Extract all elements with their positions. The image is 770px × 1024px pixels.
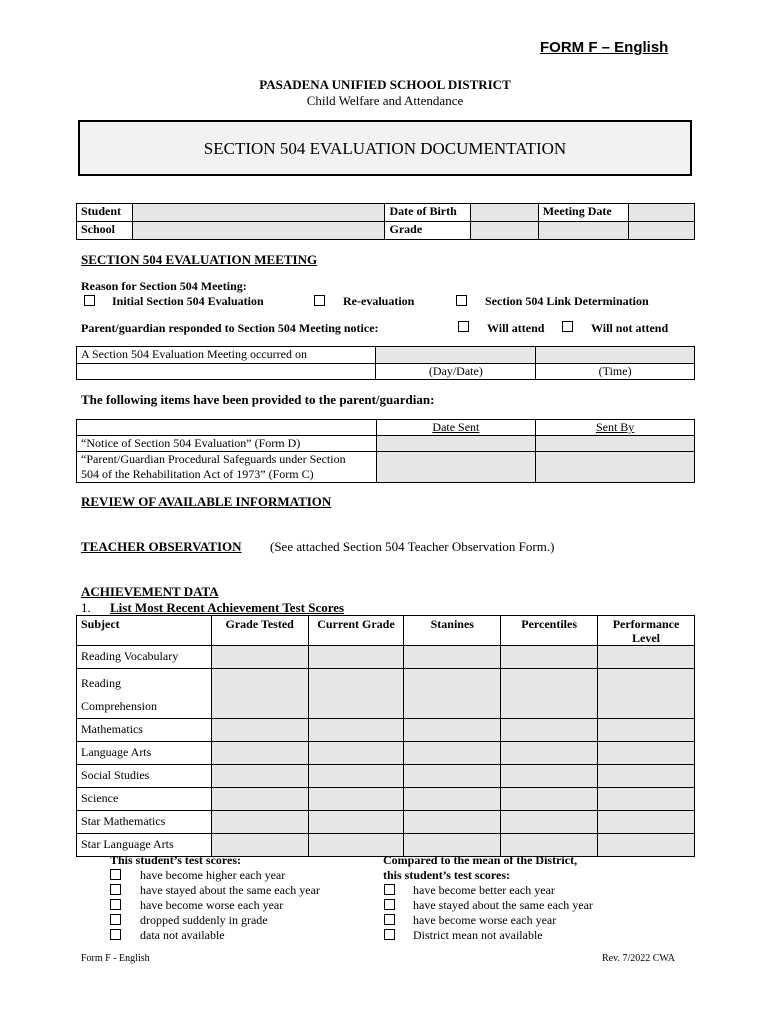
- score-cell[interactable]: [404, 811, 501, 834]
- will-attend-checkbox[interactable]: [458, 321, 469, 332]
- teacher-observation-label: TEACHER OBSERVATION: [81, 539, 242, 554]
- achievement-num: 1.: [81, 600, 91, 615]
- will-attend-label: Will attend: [487, 321, 545, 335]
- not-available-checkbox[interactable]: [110, 929, 121, 940]
- scores-right-heading-1: Compared to the mean of the District,: [383, 853, 578, 867]
- link-determination-label: Section 504 Link Determination: [485, 294, 649, 308]
- better-district-label: have become better each year: [413, 883, 555, 897]
- form-label: FORM F – English: [540, 39, 669, 56]
- score-cell[interactable]: [308, 669, 404, 719]
- district-name: PASADENA UNIFIED SCHOOL DISTRICT: [259, 77, 511, 92]
- col-performance-line2: Level: [632, 631, 661, 645]
- score-cell[interactable]: [211, 788, 308, 811]
- col-performance-level: [598, 616, 695, 646]
- score-cell[interactable]: [404, 742, 501, 765]
- reeval-label: Re-evaluation: [343, 294, 415, 308]
- provided-item-1: “Notice of Section 504 Evaluation” (Form D): [77, 436, 377, 452]
- better-district-checkbox[interactable]: [384, 884, 395, 895]
- col-current-grade: Current Grade: [308, 616, 404, 646]
- score-cell[interactable]: [308, 646, 404, 669]
- score-cell[interactable]: [404, 646, 501, 669]
- table-row: [77, 646, 695, 669]
- subject-reading-comprehension: [77, 669, 212, 719]
- item2-line2: 504 of the Rehabilitation Act of 1973” (Form C): [81, 467, 314, 481]
- meeting-heading: SECTION 504 EVALUATION MEETING: [81, 252, 318, 267]
- table-row: [77, 788, 695, 811]
- title-box: [78, 120, 692, 176]
- item1-sentby-field[interactable]: [536, 436, 695, 452]
- achievement-subheading: List Most Recent Achievement Test Scores: [110, 600, 345, 615]
- higher-checkbox[interactable]: [110, 869, 121, 880]
- subject-reading: Reading: [81, 676, 121, 690]
- not-available-label: data not available: [140, 928, 225, 942]
- department-name: Child Welfare and Attendance: [306, 93, 464, 108]
- provided-item-2: [77, 452, 377, 483]
- score-cell[interactable]: [308, 719, 404, 742]
- dob-field[interactable]: [470, 204, 538, 222]
- school-field[interactable]: [133, 222, 385, 240]
- score-cell[interactable]: [404, 719, 501, 742]
- achievement-table: [76, 615, 695, 857]
- item2-sentby-field[interactable]: [536, 452, 695, 483]
- time-field[interactable]: [536, 347, 695, 364]
- worse-district-label: have become worse each year: [413, 913, 557, 927]
- teacher-observation-note: (See attached Section 504 Teacher Observation Form.): [270, 539, 555, 554]
- blank-field-1[interactable]: [538, 222, 628, 240]
- will-not-attend-checkbox[interactable]: [562, 321, 573, 332]
- score-cell[interactable]: [211, 669, 308, 719]
- worse-district-checkbox[interactable]: [384, 914, 395, 925]
- col-stanines: Stanines: [404, 616, 501, 646]
- school-label: School: [77, 222, 133, 240]
- same-district-label: have stayed about the same each year: [413, 898, 593, 912]
- subject-mathematics: Mathematics: [77, 719, 212, 742]
- blank-field-2[interactable]: [628, 222, 694, 240]
- sent-by-header: Sent By: [536, 420, 695, 436]
- dropped-checkbox[interactable]: [110, 914, 121, 925]
- score-cell[interactable]: [211, 811, 308, 834]
- score-cell[interactable]: [501, 742, 598, 765]
- score-cell[interactable]: [598, 719, 695, 742]
- item1-date-field[interactable]: [376, 436, 536, 452]
- col-subject: Subject: [77, 616, 212, 646]
- reeval-checkbox[interactable]: [314, 295, 325, 306]
- score-cell[interactable]: [501, 811, 598, 834]
- score-cell[interactable]: [501, 719, 598, 742]
- item2-date-field[interactable]: [376, 452, 536, 483]
- score-cell[interactable]: [211, 742, 308, 765]
- scores-right-heading-2: this student’s test scores:: [383, 868, 510, 882]
- score-cell[interactable]: [598, 646, 695, 669]
- scores-left-heading: This student’s test scores:: [110, 853, 241, 867]
- score-cell[interactable]: [598, 834, 695, 857]
- score-cell[interactable]: [404, 788, 501, 811]
- col-percentiles: Percentiles: [501, 616, 598, 646]
- meeting-occurred-table: [76, 346, 695, 380]
- worse-checkbox[interactable]: [110, 899, 121, 910]
- score-cell[interactable]: [308, 788, 404, 811]
- review-heading: REVIEW OF AVAILABLE INFORMATION: [81, 494, 332, 509]
- grade-field[interactable]: [470, 222, 538, 240]
- score-cell[interactable]: [211, 646, 308, 669]
- student-info-table: [76, 203, 695, 240]
- table-row: [77, 811, 695, 834]
- table-row: [77, 765, 695, 788]
- same-checkbox[interactable]: [110, 884, 121, 895]
- table-row: [77, 669, 695, 719]
- student-field[interactable]: [133, 204, 385, 222]
- score-cell[interactable]: [501, 669, 598, 719]
- score-cell[interactable]: [598, 811, 695, 834]
- score-cell[interactable]: [598, 669, 695, 719]
- will-not-attend-label: Will not attend: [591, 321, 669, 335]
- score-cell[interactable]: [501, 646, 598, 669]
- doc-title: SECTION 504 EVALUATION DOCUMENTATION: [203, 139, 567, 158]
- day-date-caption: (Day/Date): [376, 364, 536, 380]
- higher-label: have become higher each year: [140, 868, 286, 882]
- student-label: Student: [77, 204, 133, 222]
- subject-social-studies: Social Studies: [77, 765, 212, 788]
- score-cell[interactable]: [404, 765, 501, 788]
- initial-eval-checkbox[interactable]: [84, 295, 95, 306]
- meeting-date-field[interactable]: [628, 204, 694, 222]
- footer-left: Form F - English: [81, 953, 150, 964]
- meeting-date-label: Meeting Date: [538, 204, 628, 222]
- grade-label: Grade: [385, 222, 470, 240]
- provided-blank: [77, 420, 377, 436]
- dropped-label: dropped suddenly in grade: [140, 913, 268, 927]
- item2-line1: “Parent/Guardian Procedural Safeguards under Section: [81, 452, 346, 466]
- parent-response-label: Parent/guardian responded to Section 504 Meeting notice:: [81, 321, 379, 335]
- date-sent-header: Date Sent: [376, 420, 536, 436]
- initial-eval-label: Initial Section 504 Evaluation: [112, 294, 264, 308]
- reason-label: Reason for Section 504 Meeting:: [81, 279, 247, 293]
- day-date-field[interactable]: [376, 347, 536, 364]
- subject-star-language-arts: Star Language Arts: [77, 834, 212, 857]
- subject-language-arts: Language Arts: [77, 742, 212, 765]
- score-cell[interactable]: [404, 669, 501, 719]
- provided-heading: The following items have been provided to the parent/guardian:: [81, 392, 435, 407]
- dob-label: Date of Birth: [385, 204, 470, 222]
- col-grade-tested: Grade Tested: [211, 616, 308, 646]
- occurred-blank: [77, 364, 376, 380]
- same-label: have stayed about the same each year: [140, 883, 320, 897]
- occurred-label: A Section 504 Evaluation Meeting occurred on: [77, 347, 376, 364]
- subject-reading-vocabulary: Reading Vocabulary: [77, 646, 212, 669]
- table-row: [77, 719, 695, 742]
- subject-science: Science: [77, 788, 212, 811]
- score-cell[interactable]: [501, 765, 598, 788]
- worse-label: have become worse each year: [140, 898, 284, 912]
- subject-comprehension: Comprehension: [81, 699, 157, 713]
- achievement-heading: ACHIEVEMENT DATA: [81, 584, 219, 599]
- footer-right: Rev. 7/2022 CWA: [602, 953, 675, 964]
- score-cell[interactable]: [501, 788, 598, 811]
- col-performance-line1: Performance: [612, 617, 680, 631]
- score-cell[interactable]: [598, 742, 695, 765]
- district-mean-na-label: District mean not available: [413, 928, 543, 942]
- score-cell[interactable]: [308, 811, 404, 834]
- same-district-checkbox[interactable]: [384, 899, 395, 910]
- score-cell[interactable]: [211, 719, 308, 742]
- score-cell[interactable]: [598, 788, 695, 811]
- time-caption: (Time): [536, 364, 695, 380]
- district-mean-na-checkbox[interactable]: [384, 929, 395, 940]
- score-cell[interactable]: [308, 765, 404, 788]
- score-cell[interactable]: [211, 765, 308, 788]
- score-cell[interactable]: [308, 742, 404, 765]
- table-row: [77, 742, 695, 765]
- subject-star-mathematics: Star Mathematics: [77, 811, 212, 834]
- link-determination-checkbox[interactable]: [456, 295, 467, 306]
- score-cell[interactable]: [598, 765, 695, 788]
- provided-table: [76, 419, 695, 483]
